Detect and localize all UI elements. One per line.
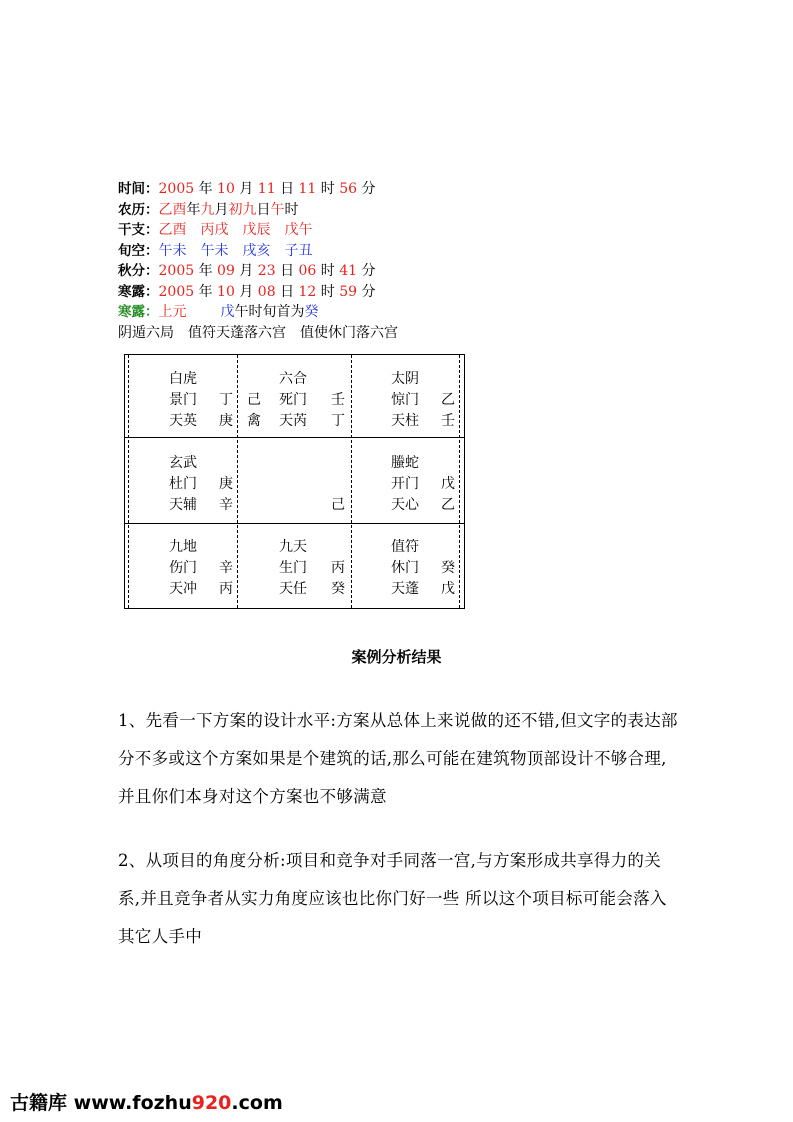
palace-door-stem: 壬 <box>331 392 345 408</box>
palace-star-stem: 庚 <box>219 413 233 429</box>
ganzhi-year: 乙酉 <box>158 222 187 238</box>
xun-stem: 戊 <box>220 304 235 320</box>
time-label: 时间： <box>118 181 159 197</box>
palace-star-stem: 丙 <box>219 581 233 597</box>
palace-star: 天心 <box>391 497 419 513</box>
lunar-year: 乙酉 <box>158 201 187 218</box>
hanlu-minute: 59 <box>339 283 358 300</box>
palace-door: 生门 <box>279 560 307 576</box>
palace-door: 伤门 <box>169 560 197 576</box>
palace-door-stem: 丁 <box>219 392 233 408</box>
time-hour: 11 <box>298 181 317 197</box>
palace-god: 太阴 <box>391 371 419 387</box>
palace-star-stem: 癸 <box>331 581 345 597</box>
site-url-part: www.fozhu <box>73 1092 192 1114</box>
palace-door: 死门 <box>279 392 307 408</box>
palace-god: 九地 <box>169 539 197 555</box>
site-url-number: 920 <box>191 1092 232 1114</box>
unit: 分 <box>361 181 376 197</box>
palace-star: 天芮 <box>279 413 307 429</box>
unit: 年 <box>186 201 201 218</box>
hanlu-yuan-row <box>118 302 398 323</box>
unit: 月 <box>239 283 254 300</box>
grid-rule <box>125 523 464 524</box>
palace-door: 开门 <box>391 476 419 492</box>
section-heading: 案例分析结果 <box>351 648 442 666</box>
lunar-month: 九 <box>200 201 215 218</box>
unit: 月 <box>239 181 254 197</box>
palace-cell <box>239 525 351 607</box>
palace-cell <box>129 439 241 521</box>
palace-star-stem: 壬 <box>441 413 455 429</box>
unit: 时 <box>320 263 335 279</box>
hanlu-year: 2005 <box>158 283 195 300</box>
xunkong-item: 戌亥 <box>242 242 271 259</box>
unit: 时 <box>320 181 335 197</box>
time-minute: 56 <box>339 181 358 197</box>
palace-star-stem: 丁 <box>331 413 345 429</box>
palace-door: 惊门 <box>391 392 419 408</box>
palace-star: 天辅 <box>169 497 197 513</box>
grid-rule <box>125 437 464 438</box>
ganzhi-day: 戊辰 <box>242 222 271 238</box>
time-year: 2005 <box>158 181 195 197</box>
xun-head: 癸 <box>304 304 319 320</box>
analysis-paragraph: 2、从项目的角度分析:项目和竞争对手同落一宫,与方案形成共享得力的关系,并且竞争者从实力角度应该也比你门好一些 所以这个项目标可能会落入其它人手中 <box>118 851 667 946</box>
time-day: 11 <box>257 181 276 197</box>
palace-god: 螣蛇 <box>391 455 419 471</box>
palace-god: 值符 <box>391 539 419 555</box>
nine-palace-grid <box>124 354 465 609</box>
hanlu-row <box>118 282 398 303</box>
time-row <box>118 179 398 200</box>
hanlu-month: 10 <box>217 283 235 300</box>
palace-door-stem: 戊 <box>441 476 455 492</box>
site-name: 古籍库 <box>10 1092 68 1114</box>
ju-line: 阴遁六局 值符天蓬落六宫 值使休门落六宫 <box>118 324 398 341</box>
ganzhi-month: 丙戌 <box>200 222 229 238</box>
unit: 年 <box>198 263 213 279</box>
palace-star-stem: 乙 <box>441 497 455 513</box>
grid-rule <box>351 355 352 608</box>
lunar-label: 农历： <box>118 201 159 218</box>
site-url-part: .com <box>231 1092 283 1114</box>
hanlu-hour: 12 <box>298 283 317 300</box>
unit: 日 <box>280 263 295 279</box>
unit: 分 <box>361 263 376 279</box>
unit: 时 <box>320 283 335 300</box>
palace-extra-star: 禽 <box>247 413 261 429</box>
unit: 日 <box>280 181 295 197</box>
palace-door-stem: 丙 <box>331 560 345 576</box>
palace-star: 天英 <box>169 413 197 429</box>
analysis-paragraph: 1、先看一下方案的设计水平:方案从总体上来说做的还不错,但文字的表达部分不多或这个方案如果是个建筑的话,那么可能在建筑物顶部设计不够合理,并且你们本身对这个方案也不够满意 <box>118 711 678 806</box>
palace-god: 六合 <box>279 371 307 387</box>
palace-cell <box>353 439 465 521</box>
ganzhi-row <box>118 220 398 241</box>
yuan: 上元 <box>158 304 187 320</box>
unit: 分 <box>361 283 376 300</box>
palace-cell <box>129 355 241 437</box>
unit: 年 <box>198 181 213 197</box>
palace-door-stem: 乙 <box>441 392 455 408</box>
lunar-row <box>118 200 398 221</box>
unit: 日 <box>280 283 295 300</box>
xunkong-item: 午未 <box>200 242 229 259</box>
xunkong-label: 旬空： <box>118 242 159 259</box>
palace-cell <box>129 525 241 607</box>
palace-star: 天任 <box>279 581 307 597</box>
ganzhi-hour: 戊午 <box>284 222 313 238</box>
palace-god: 白虎 <box>169 371 197 387</box>
qiufen-month: 09 <box>217 263 235 279</box>
xunkong-item: 子丑 <box>284 242 313 259</box>
palace-door-stem: 辛 <box>219 560 233 576</box>
palace-star: 天蓬 <box>391 581 419 597</box>
palace-star: 天冲 <box>169 581 197 597</box>
palace-door: 杜门 <box>169 476 197 492</box>
palace-god: 玄武 <box>169 455 197 471</box>
palace-cell-center <box>239 439 351 521</box>
xunkong-item: 午未 <box>158 242 187 259</box>
palace-cell <box>353 355 465 437</box>
palace-star-stem: 辛 <box>219 497 233 513</box>
palace-cell <box>353 525 465 607</box>
unit: 年 <box>198 283 213 300</box>
xunkong-row <box>118 241 398 262</box>
palace-door-stem: 庚 <box>219 476 233 492</box>
unit: 时 <box>284 201 299 218</box>
palace-star-stem: 戊 <box>441 581 455 597</box>
qiufen-label: 秋分： <box>118 263 159 279</box>
chart-info <box>118 179 398 343</box>
ganzhi-label: 干支： <box>118 222 159 238</box>
unit: 月 <box>214 201 229 218</box>
palace-extra-stem: 己 <box>247 392 261 408</box>
qiufen-minute: 41 <box>339 263 358 279</box>
palace-door: 景门 <box>169 392 197 408</box>
unit: 月 <box>239 263 254 279</box>
site-watermark <box>10 1088 283 1115</box>
palace-god: 九天 <box>279 539 307 555</box>
palace-door: 休门 <box>391 560 419 576</box>
time-month: 10 <box>217 181 235 197</box>
xun-text: 午时旬首为 <box>234 304 305 320</box>
palace-star-stem: 己 <box>331 497 345 513</box>
qiufen-year: 2005 <box>158 263 195 279</box>
qiufen-hour: 06 <box>298 263 317 279</box>
hanlu-day: 08 <box>257 283 276 300</box>
palace-cell <box>239 355 351 437</box>
hanlu-yuan-label: 寒露： <box>118 304 159 320</box>
lunar-hour: 午 <box>270 201 285 218</box>
palace-star: 天柱 <box>391 413 419 429</box>
qiufen-day: 23 <box>257 263 276 279</box>
hanlu-label: 寒露： <box>118 283 159 300</box>
qiufen-row <box>118 261 398 282</box>
unit: 日 <box>256 201 271 218</box>
palace-door-stem: 癸 <box>441 560 455 576</box>
lunar-day: 初九 <box>228 201 257 218</box>
